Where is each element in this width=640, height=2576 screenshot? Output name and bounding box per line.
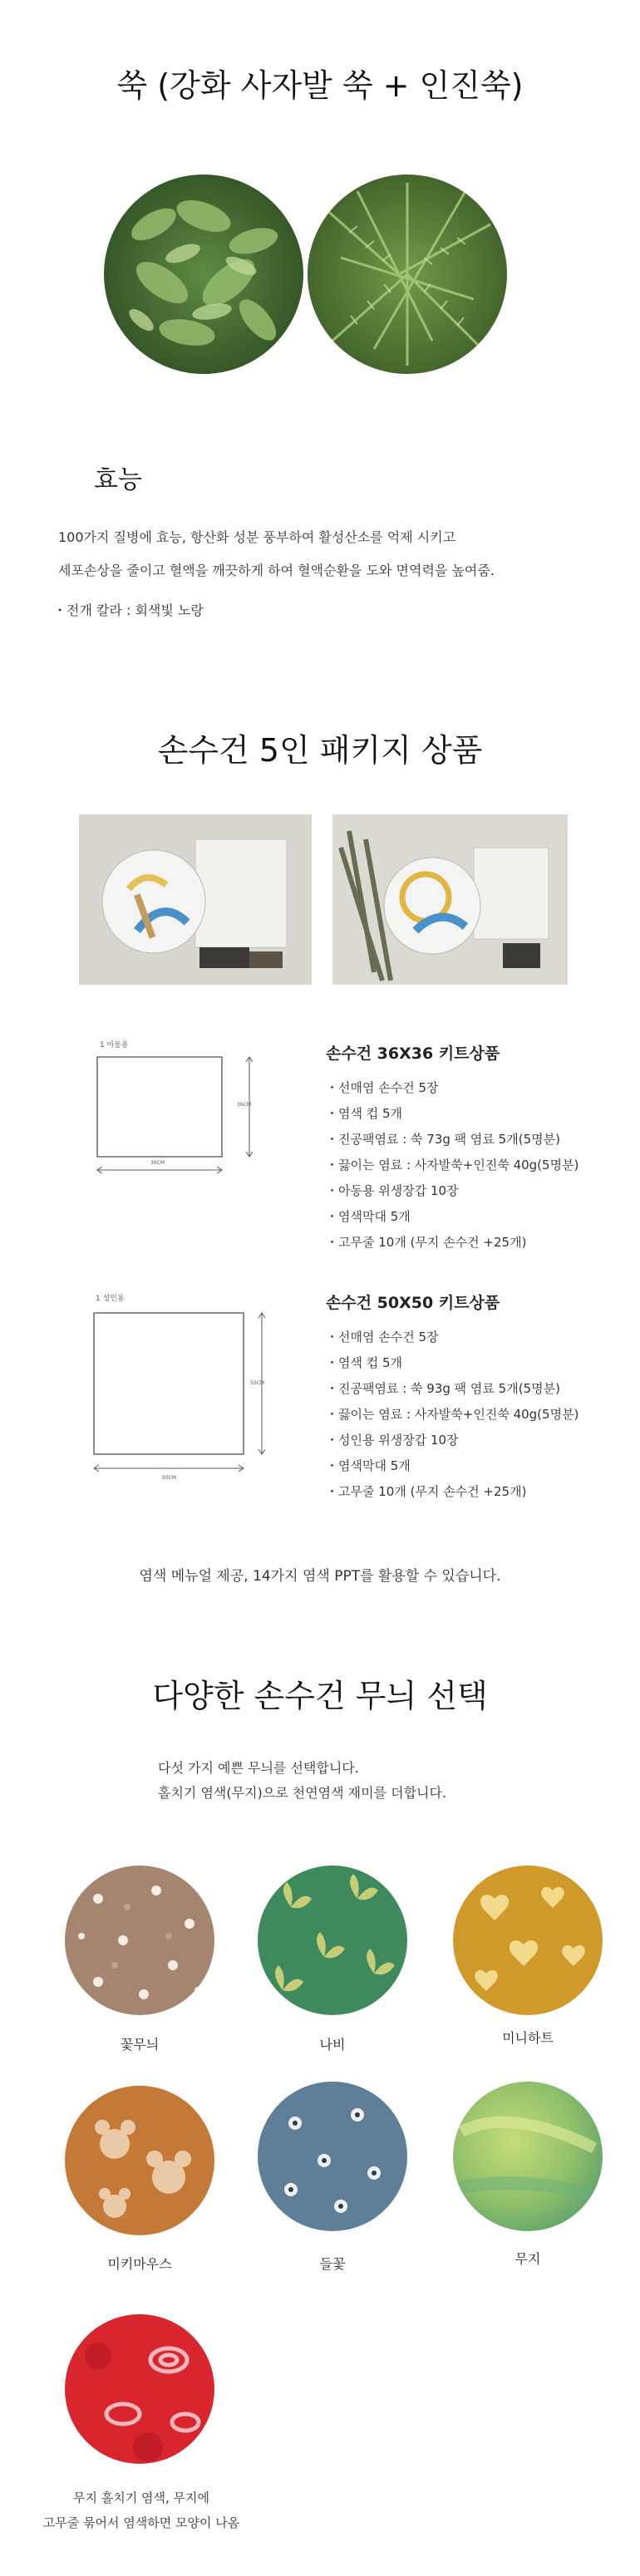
kit2-diagram-label: 1 성인용 <box>96 1295 125 1303</box>
patterns-title: 다양한 손수건 무늬 선택 <box>152 1678 488 1714</box>
kit2-diagram <box>79 1292 270 1492</box>
patterns-intro-2: 홀치기 염색(무지)으로 천연염색 재미를 더합니다. <box>158 1785 447 1801</box>
mugwort-photo-left <box>104 175 303 374</box>
kit2-item: ・끓이는 염료 : 사자발쑥+인진쑥 40g(5명분) <box>326 1407 579 1422</box>
color-note: ・전개 칼라 : 회색빛 노랑 <box>53 602 204 618</box>
kit2-item: ・염색 컵 5개 <box>326 1355 403 1370</box>
pattern-label: 꽃무늬 <box>120 2037 160 2052</box>
tie-dye-note-1: 무지 홀치기 염색, 무지에 <box>73 2490 209 2505</box>
pattern-label: 미키마우스 <box>107 2256 172 2272</box>
kit2-item: ・고무줄 10개 (무지 손수건 +25개) <box>326 1484 527 1499</box>
kit1-diagram <box>79 1039 262 1180</box>
kit1-diagram-label: 1 아동용 <box>100 1041 129 1050</box>
kit1-item: ・끓이는 염료 : 사자발쑥+인진쑥 40g(5명분) <box>326 1158 579 1172</box>
pattern-label: 들꽃 <box>319 2256 346 2272</box>
kit1-item: ・고무줄 10개 (무지 손수건 +25개) <box>326 1235 527 1250</box>
kit1-item: ・염색 컵 5개 <box>326 1106 403 1121</box>
pattern-tie-dye-swatch[interactable] <box>65 2314 214 2464</box>
effect-line-2: 세포손상을 줄이고 혈액을 깨끗하게 하여 혈액순환을 도와 면역력을 높여줌. <box>58 563 495 578</box>
kit2-item: ・선매염 손수건 5장 <box>326 1330 439 1345</box>
mugwort-photo-right <box>308 175 507 374</box>
effect-line-1: 100가지 질병에 효능, 항산화 성분 풍부하여 활성산소를 억제 시키고 <box>58 529 456 545</box>
kit2-item: ・성인용 위생장갑 10장 <box>326 1433 459 1448</box>
kit2-dim-bottom: 50CM <box>162 1475 177 1481</box>
tie-dye-note-2: 고무줄 묶어서 염색하면 모양이 나옴 <box>42 2515 240 2530</box>
kit2-item: ・진공팩염료 : 쑥 93g 팩 염료 5개(5명분) <box>326 1381 560 1396</box>
package-photo-1 <box>79 814 312 985</box>
kit1-item: ・염색막대 5개 <box>326 1209 411 1224</box>
mugwort-title: 쑥 (강화 사자발 쑥 + 인진쑥) <box>116 67 524 104</box>
kit1-item: ・선매염 손수건 5장 <box>326 1080 439 1095</box>
package-photo-2 <box>332 814 568 985</box>
kit2-item-list <box>326 1325 578 1505</box>
pattern-label: 무지 <box>514 2251 541 2267</box>
pattern-butterfly-swatch[interactable] <box>258 1866 407 2015</box>
kit1-item: ・진공팩염료 : 쑥 73g 팩 염료 5개(5명분) <box>326 1132 560 1147</box>
pattern-mini-heart-swatch[interactable] <box>453 1866 603 2015</box>
pattern-wildflower-swatch[interactable] <box>258 2082 407 2231</box>
pattern-mickey-swatch[interactable] <box>65 2086 214 2235</box>
patterns-intro-1: 다섯 가지 예쁜 무늬를 선택합니다. <box>158 1760 359 1776</box>
kit2-dim-side: 50CM <box>250 1380 265 1386</box>
manual-note: 염색 메뉴얼 제공, 14가지 염색 PPT를 활용할 수 있습니다. <box>139 1568 501 1585</box>
pattern-label: 미니하트 <box>502 2030 554 2046</box>
kit1-title: 손수건 36X36 키트상품 <box>326 1045 500 1063</box>
kit1-dim-bottom: 36CM <box>150 1160 165 1166</box>
kit2-title: 손수건 50X50 키트상품 <box>326 1294 500 1312</box>
package-title: 손수건 5인 패키지 상품 <box>157 732 483 769</box>
kit1-dim-side: 36CM <box>237 1102 252 1108</box>
pattern-flower-swatch[interactable] <box>65 1866 214 2015</box>
kit2-item: ・염색막대 5개 <box>326 1458 411 1473</box>
effect-heading: 효능 <box>94 465 142 494</box>
kit1-item: ・아동용 위생장갑 10장 <box>326 1183 459 1198</box>
kit1-item-list <box>326 1075 578 1256</box>
pattern-plain-swatch[interactable] <box>453 2082 603 2231</box>
pattern-label: 나비 <box>319 2037 346 2052</box>
